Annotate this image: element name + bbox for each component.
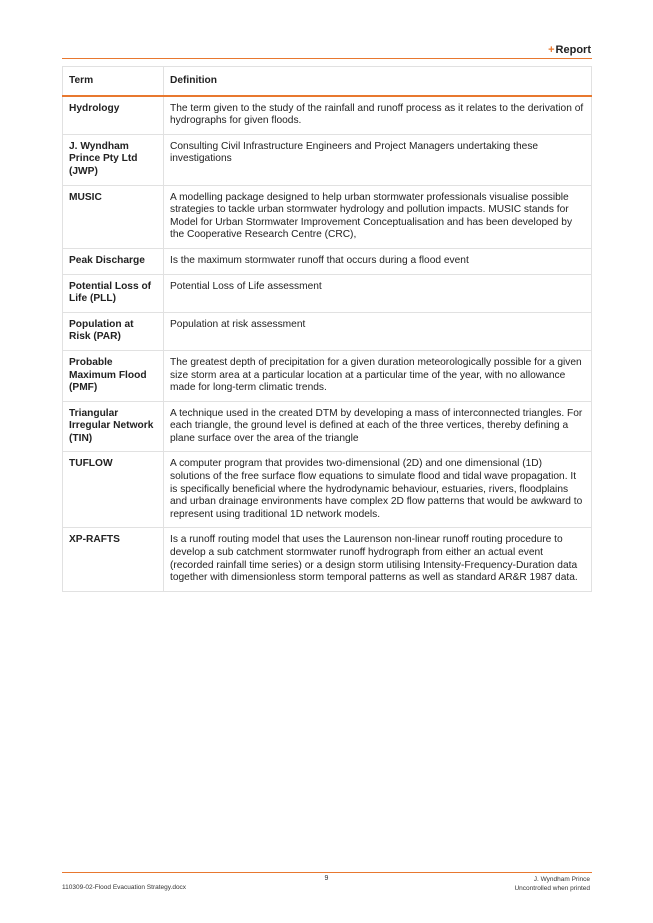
definition-cell: A technique used in the created DTM by developing a mass of interconnected triangles. For each triangle, the ground level is defined at each of the three vertices, thereby defining a plane surface over the area of the triangle — [164, 401, 592, 452]
company-name: J. Wyndham Prince — [533, 876, 590, 883]
term-cell: Potential Loss of Life (PLL) — [63, 274, 164, 312]
definition-cell: Is a runoff routing model that uses the Laurenson non-linear runoff routing procedure to develop a sub catchment stormwater runoff hydrograph from either an actual event (recorded rainfall time series) or a design storm utilising Intensity-Frequency-Duration data together with dimensionless storm temporal patterns as well as standard AR&R 1987 data. — [164, 528, 592, 591]
term-cell: Population at Risk (PAR) — [63, 312, 164, 350]
definition-cell: Population at risk assessment — [164, 312, 592, 350]
footer-rule — [62, 872, 592, 873]
table-header-row — [63, 67, 592, 96]
table-row — [63, 401, 592, 452]
document-filename: 110309-02-Flood Evacuation Strategy.docx — [62, 884, 187, 891]
table-row — [63, 134, 592, 185]
term-cell: Hydrology — [63, 96, 164, 135]
footer-company-block — [514, 875, 590, 893]
term-cell: Probable Maximum Flood (PMF) — [63, 350, 164, 401]
table-row — [63, 274, 592, 312]
table-row — [63, 96, 592, 135]
brand-text: Report — [555, 44, 591, 56]
table-row — [63, 350, 592, 401]
term-cell: Triangular Irregular Network (TIN) — [63, 401, 164, 452]
table-row — [63, 185, 592, 248]
term-cell: Peak Discharge — [63, 248, 164, 274]
glossary-table — [62, 66, 592, 592]
definition-cell: A computer program that provides two-dimensional (2D) and one dimensional (1D) solutions of the free surface flow equations to simulate flood and tidal wave propagation. It is specifically beneficial where the hydrodynamic behaviour, estuaries, rivers, floodplains and urban drainage environments have complex 2D flow patterns that would be awkward to represent using traditional 1D network models. — [164, 452, 592, 528]
table-row — [63, 528, 592, 591]
header-rule — [62, 58, 592, 59]
definition-cell: A modelling package designed to help urban stormwater professionals visualise possible strategies to tackle urban stormwater hydrology and pollution impacts. MUSIC stands for Model for Urban Stormwater Improvement Conceptualisation and has been developed by the Cooperative Research Centre (CRC), — [164, 185, 592, 248]
definition-cell: Consulting Civil Infrastructure Engineers and Project Managers undertaking these investigations — [164, 134, 592, 185]
report-brand — [548, 44, 591, 56]
table-row — [63, 452, 592, 528]
table-row — [63, 248, 592, 274]
definition-cell: Potential Loss of Life assessment — [164, 274, 592, 312]
page-number: 9 — [324, 875, 329, 882]
term-column-header: Term — [63, 67, 164, 96]
table-row — [63, 312, 592, 350]
uncontrolled-notice: Uncontrolled when printed — [514, 885, 590, 892]
brand-plus: + — [548, 44, 555, 56]
term-cell: XP-RAFTS — [63, 528, 164, 591]
term-cell: TUFLOW — [63, 452, 164, 528]
definition-cell: The greatest depth of precipitation for a given duration meteorologically possible for a given size storm area at a particular location at a particular time of the year, with no allowance made for long-term climatic trends. — [164, 350, 592, 401]
definition-column-header: Definition — [164, 67, 592, 96]
term-cell: J. Wyndham Prince Pty Ltd (JWP) — [63, 134, 164, 185]
definition-cell: The term given to the study of the rainfall and runoff process as it relates to the derivation of hydrographs for given floods. — [164, 96, 592, 135]
term-cell: MUSIC — [63, 185, 164, 248]
definition-cell: Is the maximum stormwater runoff that occurs during a flood event — [164, 248, 592, 274]
